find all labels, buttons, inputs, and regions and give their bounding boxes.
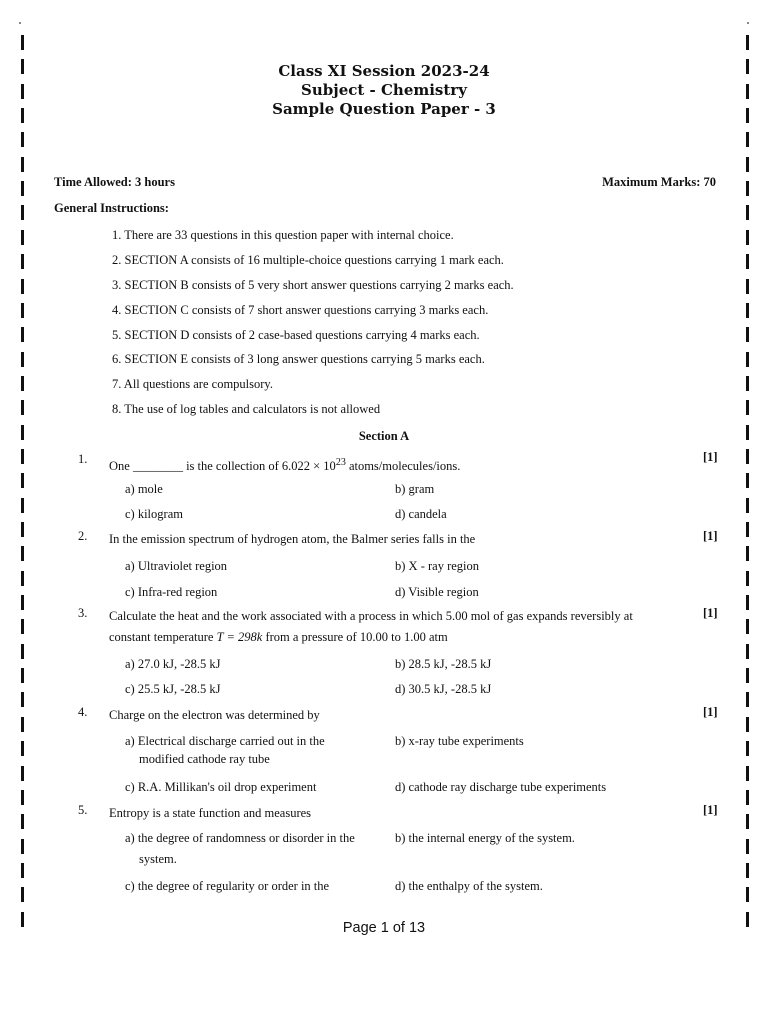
option-d[interactable]: d) the enthalpy of the system.: [395, 879, 543, 893]
margin-bar: [21, 571, 24, 586]
margin-bar: [21, 181, 24, 196]
exponent: 23: [335, 457, 346, 468]
margin-bar: [746, 571, 749, 586]
margin-bar: [746, 327, 749, 342]
general-instructions-heading: General Instructions:: [54, 201, 169, 215]
margin-bar: [746, 303, 749, 318]
question-text-part: from a pressure of 10.00 to 1.00 atm: [262, 630, 448, 644]
instruction-item: 3. SECTION B consists of 5 very short answer questions carrying 2 marks each.: [112, 277, 514, 292]
question-marks: [1]: [703, 803, 718, 817]
option-a-line: system.: [139, 852, 177, 866]
margin-bar: [21, 327, 24, 342]
margin-bar: [21, 790, 24, 805]
question-text-line: Calculate the heat and the work associated with a process in which 5.00 mol of gas expands reversibly at: [109, 609, 633, 623]
option-b[interactable]: b) x-ray tube experiments: [395, 734, 524, 748]
margin-bar: [746, 473, 749, 488]
margin-bar: [21, 741, 24, 756]
margin-bar: [746, 352, 749, 367]
margin-bar: [746, 619, 749, 634]
margin-bar: [746, 741, 749, 756]
question-number: 4.: [78, 705, 88, 719]
margin-bar: [746, 717, 749, 732]
margin-bar: [21, 132, 24, 147]
margin-bar: [21, 157, 24, 172]
margin-bar: [746, 449, 749, 464]
question-marks: [1]: [703, 606, 718, 620]
margin-bar: [21, 887, 24, 902]
margin-bar: [746, 205, 749, 220]
margin-bar: [21, 814, 24, 829]
margin-bar: [21, 668, 24, 683]
instruction-item: 4. SECTION C consists of 7 short answer questions carrying 3 marks each.: [112, 302, 489, 317]
margin-bar: [746, 692, 749, 707]
question-number: 5.: [78, 803, 88, 817]
margin-bar: [21, 230, 24, 245]
margin-bar: [746, 181, 749, 196]
margin-bar: [21, 205, 24, 220]
title-class-session: Class XI Session 2023-24: [278, 62, 490, 80]
instructions-list: [112, 228, 514, 427]
instruction-item: 8. The use of log tables and calculators is not allowed: [112, 402, 381, 417]
option-b[interactable]: b) X - ray region: [395, 559, 479, 573]
question-text: Entropy is a state function and measures: [109, 806, 312, 820]
math-expression: T = 298k: [216, 630, 263, 644]
option-b[interactable]: b) the internal energy of the system.: [395, 831, 575, 845]
margin-bar: [21, 449, 24, 464]
question-text: [109, 452, 669, 477]
margin-bar: [746, 887, 749, 902]
question-number: 3.: [78, 606, 88, 620]
option-c[interactable]: c) R.A. Millikan's oil drop experiment: [125, 780, 317, 794]
option-a[interactable]: a) Ultraviolet region: [125, 559, 228, 573]
margin-bar: [746, 498, 749, 513]
option-c[interactable]: c) the degree of regularity or order in the: [125, 879, 330, 893]
question-number: 2.: [78, 529, 88, 543]
question-marks: [1]: [703, 705, 718, 719]
title-paper: Sample Question Paper - 3: [272, 100, 496, 118]
instruction-item: 1. There are 33 questions in this question paper with internal choice.: [112, 228, 454, 242]
margin-bar: [21, 522, 24, 537]
section-a-title: Section A: [358, 429, 410, 443]
question-text: In the emission spectrum of hydrogen atom, the Balmer series falls in the: [109, 532, 476, 546]
option-a[interactable]: a) mole: [125, 482, 163, 496]
option-a[interactable]: a) 27.0 kJ, -28.5 kJ: [125, 657, 221, 671]
question-text-part: atoms/molecules/ions.: [345, 459, 461, 474]
time-allowed: Time Allowed: 3 hours: [54, 175, 175, 189]
margin-bar: [746, 766, 749, 781]
margin-bar: [746, 279, 749, 294]
margin-bar: [21, 717, 24, 732]
margin-bar: [746, 790, 749, 805]
margin-bar: [21, 644, 24, 659]
corner-mark-left: [19, 22, 21, 24]
option-b[interactable]: b) 28.5 kJ, -28.5 kJ: [395, 657, 492, 671]
option-d[interactable]: d) 30.5 kJ, -28.5 kJ: [395, 682, 492, 696]
instruction-item: 6. SECTION E consists of 3 long answer questions carrying 5 marks each.: [112, 352, 485, 367]
option-a[interactable]: [125, 829, 375, 868]
option-a-line: a) the degree of randomness or disorder in the: [125, 831, 355, 845]
margin-bar: [21, 839, 24, 854]
margin-bar: [21, 254, 24, 269]
margin-bar: [746, 814, 749, 829]
question-text-part: constant temperature: [109, 630, 217, 644]
margin-bar: [21, 303, 24, 318]
option-b[interactable]: b) gram: [395, 482, 435, 496]
instruction-item: 7. All questions are compulsory.: [112, 377, 273, 392]
margin-bar: [21, 863, 24, 878]
margin-bar: [746, 522, 749, 537]
option-d[interactable]: d) cathode ray discharge tube experiments: [395, 780, 607, 794]
option-c[interactable]: c) Infra-red region: [125, 585, 218, 599]
question-text: Charge on the electron was determined by: [109, 708, 320, 722]
option-d[interactable]: d) candela: [395, 507, 447, 521]
option-a-line: a) Electrical discharge carried out in the: [125, 734, 325, 748]
option-a-line: modified cathode ray tube: [139, 752, 270, 766]
option-a[interactable]: [125, 732, 375, 768]
margin-bar: [21, 595, 24, 610]
margin-bar: [746, 644, 749, 659]
option-c[interactable]: c) 25.5 kJ, -28.5 kJ: [125, 682, 221, 696]
question-number: 1.: [78, 452, 88, 466]
margin-bar: [746, 376, 749, 391]
margin-bar: [21, 498, 24, 513]
option-c[interactable]: c) kilogram: [125, 507, 183, 521]
title-subject: Subject - Chemistry: [301, 81, 467, 99]
option-d[interactable]: d) Visible region: [395, 585, 479, 599]
margin-bar: [21, 352, 24, 367]
margin-bar: [21, 35, 24, 50]
question-marks: [1]: [703, 450, 718, 464]
margin-bar: [21, 692, 24, 707]
margin-bar: [21, 473, 24, 488]
margin-bar: [746, 230, 749, 245]
margin-bar: [746, 254, 749, 269]
margin-bar: [746, 839, 749, 854]
corner-mark-right: [747, 22, 749, 24]
margin-bar: [21, 400, 24, 415]
margin-bar: [746, 132, 749, 147]
margin-bar: [21, 619, 24, 634]
maximum-marks: Maximum Marks: 70: [602, 175, 716, 189]
margin-bar: [746, 668, 749, 683]
margin-bar: [746, 400, 749, 415]
question-marks: [1]: [703, 529, 718, 543]
instruction-item: 5. SECTION D consists of 2 case-based questions carrying 4 marks each.: [112, 327, 480, 342]
instruction-item: 2. SECTION A consists of 16 multiple-choice questions carrying 1 mark each.: [112, 252, 504, 267]
margin-bar: [21, 546, 24, 561]
margin-bar: [746, 157, 749, 172]
margin-bar: [746, 546, 749, 561]
margin-bar: [21, 376, 24, 391]
margin-bar: [21, 766, 24, 781]
margin-bar: [746, 863, 749, 878]
margin-bar: [746, 595, 749, 610]
question-text: [109, 606, 669, 648]
paper-title: [0, 62, 768, 119]
margin-bar: [746, 35, 749, 50]
page-number: Page 1 of 13: [342, 920, 426, 936]
question-text-part: One ________ is the collection of 6.022 × 10: [109, 459, 336, 474]
margin-bar: [21, 279, 24, 294]
